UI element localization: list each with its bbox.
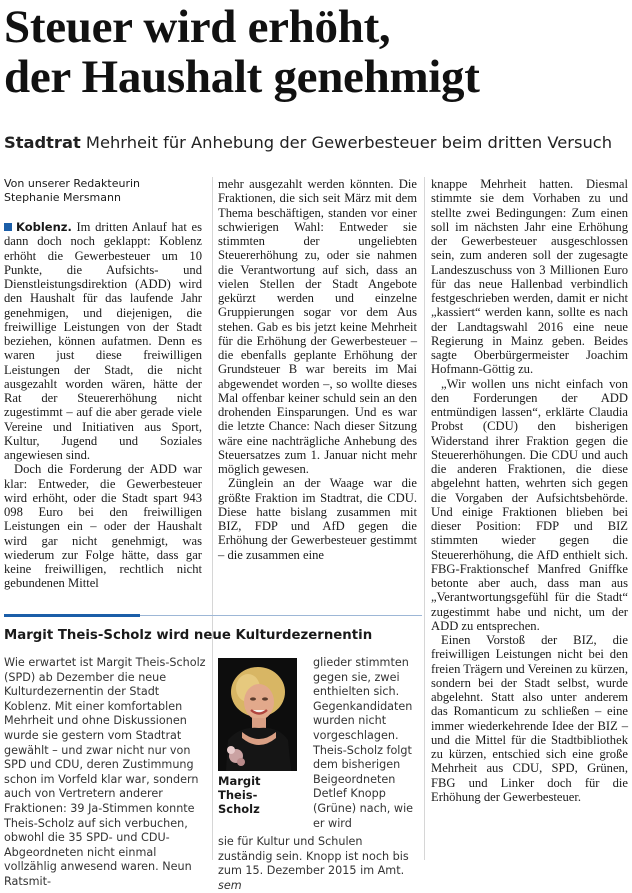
box-headline: Margit Theis-Scholz wird neue Kulturdezernentin bbox=[4, 628, 373, 643]
box-rule bbox=[140, 615, 422, 616]
headline bbox=[4, 2, 480, 102]
article-paragraph: Zünglein an der Waage war die größte Fraktion im Stadtrat, die CDU. Diese hatte bislang zusammen mit BIZ, FDP und AfD gegen die Erhöhung der Gewerbesteuer gestimmt – die zusammen eine bbox=[218, 476, 417, 562]
square-bullet-icon bbox=[4, 223, 12, 231]
byline-line-1: Von unserer Redakteurin bbox=[4, 177, 140, 190]
box-accent-rule bbox=[4, 614, 140, 617]
subheadline bbox=[4, 133, 612, 152]
photo-caption: Margit Theis-Scholz bbox=[218, 774, 261, 816]
headline-line-2: der Haushalt genehmigt bbox=[4, 51, 480, 103]
article-lead-paragraph bbox=[4, 220, 202, 462]
subhead-text: Mehrheit für Anhebung der Gewerbesteuer beim dritten Versuch bbox=[80, 133, 613, 152]
box-text-left: Wie erwartet ist Margit Theis-Scholz (SPD) ab Dezember die neue Kulturdezernentin der Stadt Koblenz. Mit einer komfortablen Mehrheit und ohne Diskussionen wurde sie gestern vom Stadtrat gewählt – und zwar nicht nur von SPD und CDU, deren Zustimmung schon im Vorfeld klar war, sondern auch von Vertretern anderer Fraktionen: 39 Ja-Stimmen konnte Theis-Scholz auf sich verbuchen, obwohl die 35 SPD- und CDU-Abgeordneten nicht einmal vollzählig anwesend waren. Neun Ratsmit- bbox=[4, 656, 206, 888]
article-paragraph: knappe Mehrheit hatten. Diesmal stimmte sie dem Vorhaben zu und stellte zwei Bedingungen: Zum einen soll im nächsten Jahr eine Erhöhung der Gewerbesteuer ausgeschlossen sein, zum anderen soll der zugesagte Landeszuschuss von 3 Millionen Euro für das neue Hallenbad verbindlich festgeschrieben werden, damit er nicht „kassiert“ werden kann, sollte es nach der Landtagswahl 2016 eine neue Regierung in Mainz geben. Beides sagte Oberbürgermeister Joachim Hofmann-Göttig zu. bbox=[431, 177, 628, 377]
article-paragraph: Doch die Forderung der ADD war klar: Entweder, die Gewerbesteuer wird erhöht, oder die Stadt spart 943 098 Euro bei den freiwilligen Leistungen ein – oder der Haushalt wird gar nicht genehmigt, was wiederum zur Folge hätte, dass gar keine freiwilligen, rechtlich nicht gebundenen Mittel bbox=[4, 462, 202, 591]
article-column-3 bbox=[431, 177, 628, 804]
box-text-bottom bbox=[218, 835, 418, 893]
byline-author: Stephanie Mersmann bbox=[4, 191, 121, 204]
headline-line-1: Steuer wird erhöht, bbox=[4, 1, 391, 53]
subhead-kicker: Stadtrat bbox=[4, 133, 81, 152]
box-text-bottom-content: sie für Kultur und Schulen zuständig sein. Knopp ist noch bis zum 15. Dezember 2015 im Amt. bbox=[218, 835, 409, 878]
article-column-1 bbox=[4, 177, 202, 591]
article-column-2 bbox=[218, 177, 417, 562]
article-paragraph: Einen Vorstoß der BIZ, die freiwilligen Leistungen nicht bei den freien Trägern und Vereinen zu kürzen, sondern bei der Stadt selbst, wurde abgelehnt. Statt also unter anderem das Romanticum zu schließen – eine immer wiederkehrende Idee der BIZ – und die Mittel für die Stadtbibliothek zu kürzen, entschied sich eine große Mehrheit aus CDU, SPD, Grünen, FBG und Linker doch für die Erhöhung der Gewerbesteuer. bbox=[431, 633, 629, 804]
lead-text: Im dritten Anlauf hat es dann doch noch geklappt: Koblenz erhöht die Gewerbesteuer um 10 Punkte, die Aufsichts- und Dienstleistungsdirektion (ADD) wird den Haushalt für das laufende Jahr genehmigen, und diejenigen, die freiwillige Leistungen von der Stadt beziehen, können aufatmen. Denn es waren just diese freiwilligen Leistungen der Stadt, die nicht ausgezahlt worden wären, hätte der Rat der Steuererhöhung nicht zugestimmt – auf die aber gerade viele Vereine und Initiativen aus Sport, Kultur, Jugend und Soziales angewiesen sind. bbox=[4, 220, 202, 462]
column-divider bbox=[424, 177, 425, 860]
dateline: Koblenz. bbox=[16, 220, 72, 234]
portrait-image bbox=[218, 658, 297, 771]
article-paragraph: „Wir wollen uns nicht einfach von den Forderungen der ADD entmündigen lassen“, erklärte Claudia Probst (CDU) den bisherigen Widerstand ihrer Fraktion gegen die Steuererhöhungen. Die CDU und auch die anderen Fraktionen, die diese abgelehnt hatten, wehrten sich gegen die Vorgaben der Aufsichtsbehörde. Und einige Fraktionen blieben bei dieser Position: FDP und BIZ stimmten wieder gegen die Steuererhöhung, die AfD enthielt sich. FBG-Fraktionschef Manfred Gniffke betonte aber auch, dass man aus „Verantwortungsgefühl für die Stadt“ zugestimmt habe und nicht, um der ADD zu entsprechen. bbox=[431, 376, 628, 633]
article-paragraph: mehr ausgezahlt werden könnten. Die Fraktionen, die sich seit März mit dem Thema beschäftigen, standen vor einer schwierigen Wahl: Entweder sie stimmten der ungeliebten Steuererhöhung zu, oder sie nahmen die Verantwortung auf sich, dass an vielen Stellen der Stadt Angebote gekürzt werden und einzelne Gruppierungen sogar vor dem Aus stehen. Gab es bis jetzt keine Mehrheit für die Erhöhung der Gewerbesteuer – die ebenfalls geplante Erhöhung der Grundsteuer B war bereits im Mai abgewendet worden –, so wollte dieses Mal offenbar keiner schuld sein an den drohenden Einsparungen. Und es war die letzte Chance: Nach dieser Sitzung wäre eine nachträgliche Anhebung des Steuersatzes zum 1. Januar nicht mehr möglich gewesen. bbox=[218, 177, 417, 476]
portrait-photo bbox=[218, 658, 297, 771]
box-text-right: glieder stimmten gegen sie, zwei enthielten sich. Gegenkandidaten wurden nicht vorgeschlagen. Theis-Scholz folgt dem bisherigen Beigeordneten Detlef Knopp (Grüne) nach, wie er wird bbox=[313, 656, 414, 830]
column-divider bbox=[212, 177, 213, 860]
byline bbox=[4, 177, 202, 205]
author-signature: sem bbox=[218, 878, 242, 892]
